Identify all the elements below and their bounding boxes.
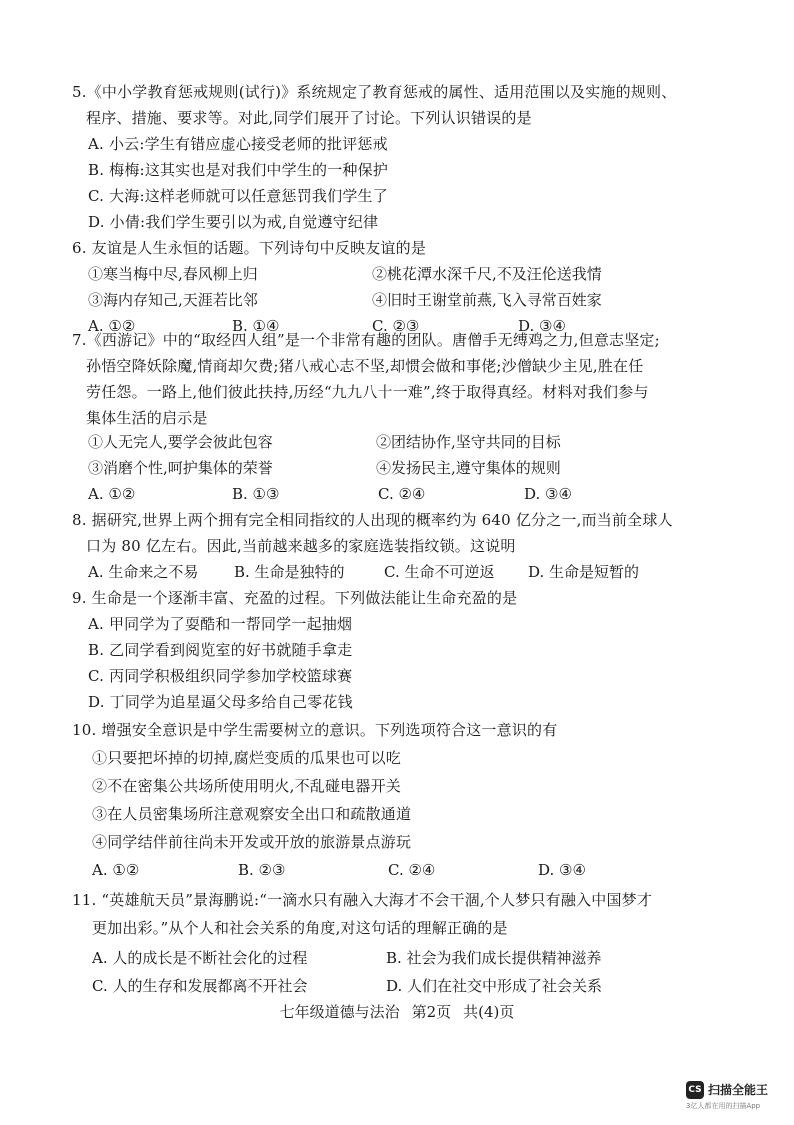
q6-item-2: ②桃花潭水深千尺,不及汪伦送我情 — [372, 265, 602, 283]
q7-choice-d: D. ③④ — [524, 485, 572, 503]
scanner-tagline: 3亿人都在用的扫描App — [686, 1102, 761, 1110]
footer-total: 共(4)页 — [463, 1003, 515, 1021]
q5-option-a: A. 小云:学生有错应虚心接受老师的批评惩戒 — [88, 135, 388, 153]
q11-stem-line2: 更加出彩。”从个人和社会关系的角度,对这句话的理解正确的是 — [92, 919, 508, 937]
q10-choice-a: A. ①② — [92, 861, 140, 879]
q7-choice-a: A. ①② — [88, 485, 136, 503]
q8-choice-d: D. 生命是短暂的 — [528, 563, 640, 581]
q8-stem-line2: 口为 80 亿左右。因此,当前越来越多的家庭选装指纹锁。这说明 — [86, 537, 516, 555]
scanner-brand: 扫描全能王 — [708, 1083, 769, 1097]
q7-item-1: ①人无完人,要学会彼此包容 — [88, 433, 273, 451]
q5-option-b: B. 梅梅:这其实也是对我们中学生的一种保护 — [88, 161, 389, 179]
scanner-logo-icon: CS — [686, 1081, 704, 1099]
q7-choice-c: C. ②④ — [378, 485, 426, 503]
q7-item-3: ③消磨个性,呵护集体的荣誉 — [88, 459, 273, 477]
q5-option-c: C. 大海:这样老师就可以任意惩罚我们学生了 — [88, 187, 388, 205]
q5-stem-line1: 5.《中小学教育惩戒规则(试行)》系统规定了教育惩戒的属性、适用范围以及实施的规则、 — [72, 83, 677, 101]
q10-item-1: ①只要把坏掉的切掉,腐烂变质的瓜果也可以吃 — [92, 749, 401, 767]
q10-choice-c: C. ②④ — [388, 861, 436, 879]
q9-option-a: A. 甲同学为了耍酷和一帮同学一起抽烟 — [88, 615, 353, 633]
q6-item-1: ①寒当梅中尽,春风柳上归 — [88, 265, 258, 283]
q10-item-4: ④同学结伴前往尚未开发或开放的旅游景点游玩 — [92, 833, 412, 851]
q10-choice-b: B. ②③ — [238, 861, 286, 879]
q7-stem-line2: 孙悟空降妖除魔,情商却欠费;猪八戒心志不坚,却惯会做和事佬;沙僧缺少主见,胜在任 — [86, 357, 644, 375]
footer-subject: 七年级道德与法治 — [279, 1003, 400, 1021]
q7-choice-b: B. ①③ — [232, 485, 280, 503]
q7-item-4: ④发扬民主,遵守集体的规则 — [376, 459, 561, 477]
q7-stem-line3: 劳任怨。一路上,他们彼此扶持,历经“九九八十一难”,终于取得真经。材料对我们参与 — [86, 383, 649, 401]
q11-choice-c: C. 人的生存和发展都离不开社会 — [92, 977, 308, 995]
q10-item-3: ③在人员密集场所注意观察安全出口和疏散通道 — [92, 805, 412, 823]
q6-stem: 6. 友谊是人生永恒的话题。下列诗句中反映友谊的是 — [72, 239, 427, 257]
q8-choice-a: A. 生命来之不易 — [88, 563, 199, 581]
q7-stem-line1: 7.《西游记》中的“取经四人组”是一个非常有趣的团队。唐僧手无缚鸡之力,但意志坚定; — [72, 331, 660, 349]
q8-choice-b: B. 生命是独特的 — [234, 563, 345, 581]
q10-item-2: ②不在密集公共场所使用明火,不乱碰电器开关 — [92, 777, 401, 795]
q10-stem: 10. 增强安全意识是中学生需要树立的意识。下列选项符合这一意识的有 — [72, 721, 558, 739]
q9-option-d: D. 丁同学为追星逼父母多给自己零花钱 — [88, 693, 353, 711]
q6-choice-c: C. ②③ — [372, 317, 420, 335]
q11-choice-d: D. 人们在社交中形成了社会关系 — [386, 977, 603, 995]
q9-option-c: C. 丙同学积极组织同学参加学校篮球赛 — [88, 667, 353, 685]
q5-option-d: D. 小倩:我们学生要引以为戒,自觉遵守纪律 — [88, 213, 379, 231]
q8-choice-c: C. 生命不可逆返 — [384, 563, 495, 581]
q9-option-b: B. 乙同学看到阅览室的好书就随手拿走 — [88, 641, 353, 659]
q10-choice-d: D. ③④ — [538, 861, 586, 879]
q6-choice-a: A. ①② — [88, 317, 136, 335]
q7-stem-line4: 集体生活的启示是 — [86, 409, 208, 427]
q6-item-3: ③海内存知己,天涯若比邻 — [88, 291, 258, 309]
footer-page: 第2页 — [411, 1003, 452, 1021]
q6-item-4: ④旧时王谢堂前燕,飞入寻常百姓家 — [372, 291, 602, 309]
q11-choice-a: A. 人的成长是不断社会化的过程 — [92, 949, 308, 967]
q8-stem-line1: 8. 据研究,世界上两个拥有完全相同指纹的人出现的概率约为 640 亿分之一,而当前全球人 — [72, 511, 673, 529]
scanner-watermark — [686, 1081, 786, 1117]
q7-item-2: ②团结协作,坚守共同的目标 — [376, 433, 561, 451]
q6-choice-d: D. ③④ — [518, 317, 566, 335]
q5-stem-line2: 程序、措施、要求等。对此,同学们展开了讨论。下列认识错误的是 — [86, 109, 532, 127]
q9-stem: 9. 生命是一个逐渐丰富、充盈的过程。下列做法能让生命充盈的是 — [72, 589, 518, 607]
page-footer — [0, 1002, 794, 1022]
q6-choice-b: B. ①④ — [232, 317, 280, 335]
q11-choice-b: B. 社会为我们成长提供精神滋养 — [386, 949, 602, 967]
q11-stem-line1: 11. “英雄航天员”景海鹏说:“一滴水只有融入大海才不会干涸,个人梦只有融入中国梦才 — [72, 891, 653, 909]
